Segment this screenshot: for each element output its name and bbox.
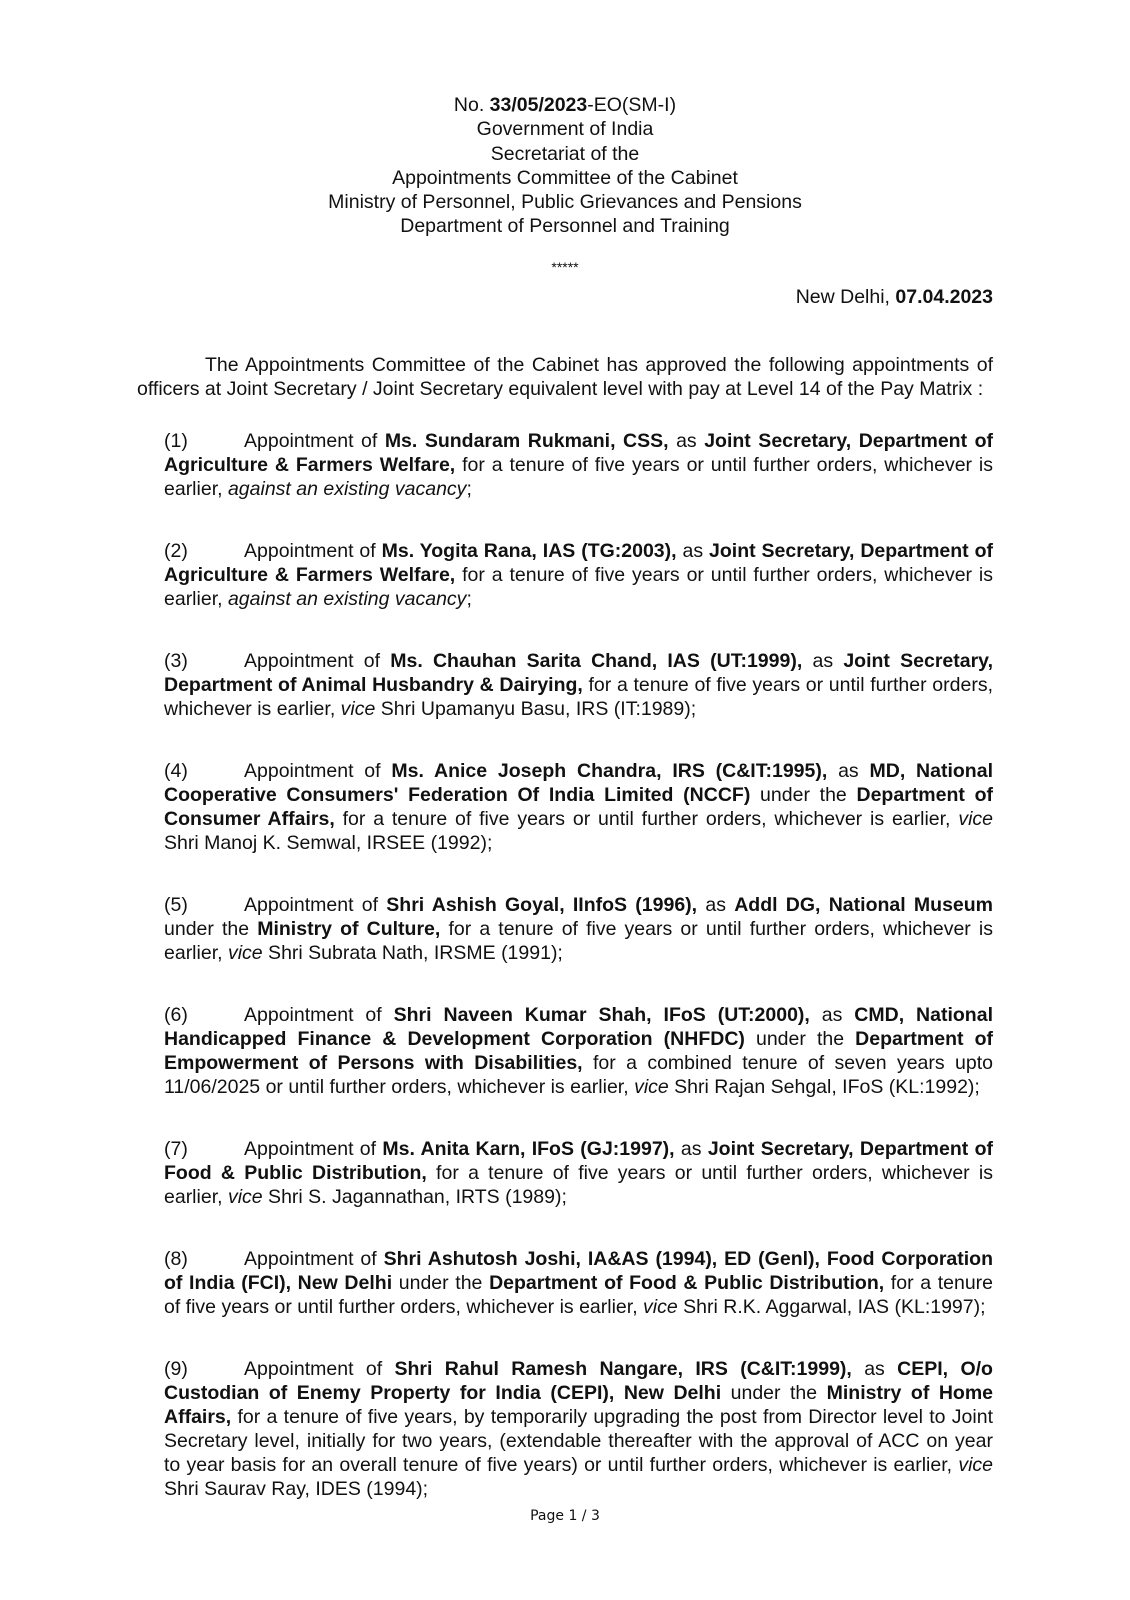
item-italic-text: vice: [227, 942, 263, 964]
item-italic-text: vice: [227, 1186, 263, 1208]
item-italic-text: vice: [958, 808, 994, 830]
item-text: Appointment of: [244, 430, 385, 452]
item-text: Appointment of: [244, 1138, 383, 1160]
item-italic-text: vice: [634, 1076, 669, 1098]
item-text: Shri Rajan Sehgal, IFoS (KL:1992);: [668, 1076, 980, 1098]
item-text: under the: [164, 918, 258, 940]
item-text: as: [676, 540, 710, 562]
item-text: Appointment of: [244, 650, 391, 672]
item-bold-text: ED (Genl), Food Corporation of India (FCI), New Delhi: [164, 1248, 994, 1294]
item-bold-text: CEPI, O/o Custodian of Enemy Property for India (CEPI), New Delhi: [164, 1358, 993, 1404]
item-text: as: [827, 760, 870, 782]
item-bold-text: Ministry of Culture,: [257, 918, 441, 940]
item-text: for a tenure of five years or until further orders, whichever is earlier,: [334, 808, 959, 830]
document-header: [0, 93, 1130, 239]
item-bold-text: Shri Rahul Ramesh Nangare, IRS (C&IT:1999),: [394, 1358, 852, 1380]
item-text: as: [802, 650, 844, 672]
item-text: under the: [721, 1382, 827, 1404]
item-bold-text: Department of Consumer Affairs,: [164, 784, 993, 830]
item-text: as: [809, 1004, 855, 1026]
appointment-item: [164, 1247, 993, 1319]
item-text: for a tenure of five years or until further orders, whichever is earlier,: [164, 674, 993, 720]
item-text: Appointment of: [244, 1358, 395, 1380]
item-bold-text: Ms. Anita Karn, IFoS (GJ:1997),: [382, 1138, 675, 1160]
item-number: (9): [164, 1358, 188, 1380]
item-bold-text: Ms. Chauhan Sarita Chand, IAS (UT:1999),: [390, 650, 803, 672]
item-italic-text: vice: [643, 1296, 678, 1318]
header-line-committee: Appointments Committee of the Cabinet: [392, 166, 738, 189]
appointment-item: [164, 539, 993, 611]
item-bold-text: Ms. Yogita Rana, IAS (TG:2003),: [381, 540, 677, 562]
item-number: (1): [164, 430, 188, 452]
item-number: (8): [164, 1248, 188, 1270]
item-bold-text: Ministry of Home Affairs,: [164, 1382, 994, 1428]
item-text: Appointment of: [244, 894, 387, 916]
item-text: ;: [466, 588, 472, 610]
item-number: (2): [164, 540, 188, 562]
separator-stars: *****: [551, 259, 579, 275]
item-text: Shri Subrata Nath, IRSME (1991);: [262, 942, 563, 964]
item-italic-text: against an existing vacancy: [227, 588, 467, 610]
reference-number: No. 33/05/2023-EO(SM-I): [453, 94, 677, 116]
item-bold-text: Joint Secretary, Department of Agriculture & Farmers Welfare,: [164, 430, 993, 476]
item-text: Shri R.K. Aggarwal, IAS (KL:1997);: [677, 1296, 986, 1318]
item-bold-text: CMD, National Handicapped Finance & Development Corporation (NHFDC): [164, 1004, 993, 1050]
item-bold-text: Addl DG, National Museum: [734, 894, 994, 916]
header-line-ministry: Ministry of Personnel, Public Grievances and Pensions: [328, 191, 802, 214]
appointment-item: [164, 1003, 993, 1099]
item-text: as: [668, 430, 705, 452]
item-text: for a combined tenure of seven years upto 11/06/2025 or until further orders, whichever is earlier,: [164, 1052, 993, 1098]
item-text: Shri Saurav Ray, IDES (1994);: [164, 1478, 429, 1500]
item-number: (7): [164, 1138, 188, 1160]
item-bold-text: Joint Secretary, Department of Agriculture & Farmers Welfare,: [164, 540, 993, 586]
item-text: for a tenure of five years or until further orders, whichever is earlier,: [164, 454, 993, 500]
appointment-item: [164, 759, 993, 855]
item-bold-text: Shri Naveen Kumar Shah, IFoS (UT:2000),: [393, 1004, 810, 1026]
appointment-item: [164, 893, 993, 965]
item-number: (6): [164, 1004, 188, 1026]
appointment-item: [164, 429, 993, 501]
item-text: Shri Manoj K. Semwal, IRSEE (1992);: [164, 832, 493, 854]
item-bold-text: Ms. Sundaram Rukmani, CSS,: [384, 430, 669, 452]
appointments-list: [164, 429, 993, 1501]
item-text: Appointment of: [244, 760, 392, 782]
item-number: (3): [164, 650, 188, 672]
item-text: as: [851, 1358, 898, 1380]
item-italic-text: vice: [958, 1454, 993, 1476]
item-text: ;: [466, 478, 472, 500]
item-bold-text: Ms. Anice Joseph Chandra, IRS (C&IT:1995),: [391, 760, 828, 782]
item-text: Shri S. Jagannathan, IRTS (1989);: [262, 1186, 567, 1208]
item-text: Appointment of: [244, 1004, 394, 1026]
appointment-item: [164, 1137, 993, 1209]
item-bold-text: MD, National Cooperative Consumers' Federation Of India Limited (NCCF): [164, 760, 993, 806]
item-text: for a tenure of five years or until further orders, whichever is earlier,: [164, 564, 993, 610]
item-text: for a tenure of five years or until further orders, whichever is earlier,: [164, 1162, 994, 1208]
item-italic-text: against an existing vacancy: [227, 478, 467, 500]
item-text: under the: [744, 1028, 856, 1050]
item-bold-text: Shri Ashutosh Joshi, IA&AS (1994),: [383, 1248, 718, 1270]
item-text: for a tenure of five years, by temporarily upgrading the post from Director level to Joint Secretary level, initially for two years, (extendable thereafter with the approval of ACC on year to year basis for an overall tenure of five years) or until further orders, whichever is earlier,: [164, 1406, 993, 1476]
item-bold-text: Joint Secretary, Department of Animal Husbandry & Dairying,: [164, 650, 994, 696]
dateline: New Delhi, 07.04.2023: [795, 286, 993, 308]
item-italic-text: vice: [340, 698, 376, 720]
intro-paragraph: The Appointments Committee of the Cabinet has approved the following appointments of officers at Joint Secretary / Joint Secretary equivalent level with pay at Level 14 of the Pay Matrix :: [137, 353, 993, 400]
item-number: (4): [164, 760, 188, 782]
item-text: as: [697, 894, 735, 916]
header-line-government: Government of India: [476, 118, 654, 141]
appointment-item: [164, 649, 993, 721]
item-bold-text: Department of Empowerment of Persons with Disabilities,: [164, 1028, 994, 1074]
item-text: for a tenure of five years or until further orders, whichever is earlier,: [164, 1272, 994, 1318]
item-text: under the: [750, 784, 857, 806]
item-bold-text: Department of Food & Public Distribution,: [489, 1272, 885, 1294]
appointment-item: [164, 1357, 993, 1501]
item-text: as: [674, 1138, 708, 1160]
header-line-department: Department of Personnel and Training: [400, 215, 730, 238]
item-bold-text: Shri Ashish Goyal, IInfoS (1996),: [386, 894, 698, 916]
item-text: for a tenure of five years or until further orders, whichever is earlier,: [164, 918, 994, 964]
item-text: Appointment of: [244, 540, 382, 562]
item-bold-text: Joint Secretary, Department of Food & Public Distribution,: [164, 1138, 993, 1184]
item-text: Appointment of: [244, 1248, 384, 1270]
page-number: Page 1 / 3: [530, 1508, 600, 1524]
item-text: Shri Upamanyu Basu, IRS (IT:1989);: [375, 698, 697, 720]
item-number: (5): [164, 894, 188, 916]
item-text: under the: [392, 1272, 490, 1294]
header-line-secretariat: Secretariat of the: [490, 142, 640, 165]
